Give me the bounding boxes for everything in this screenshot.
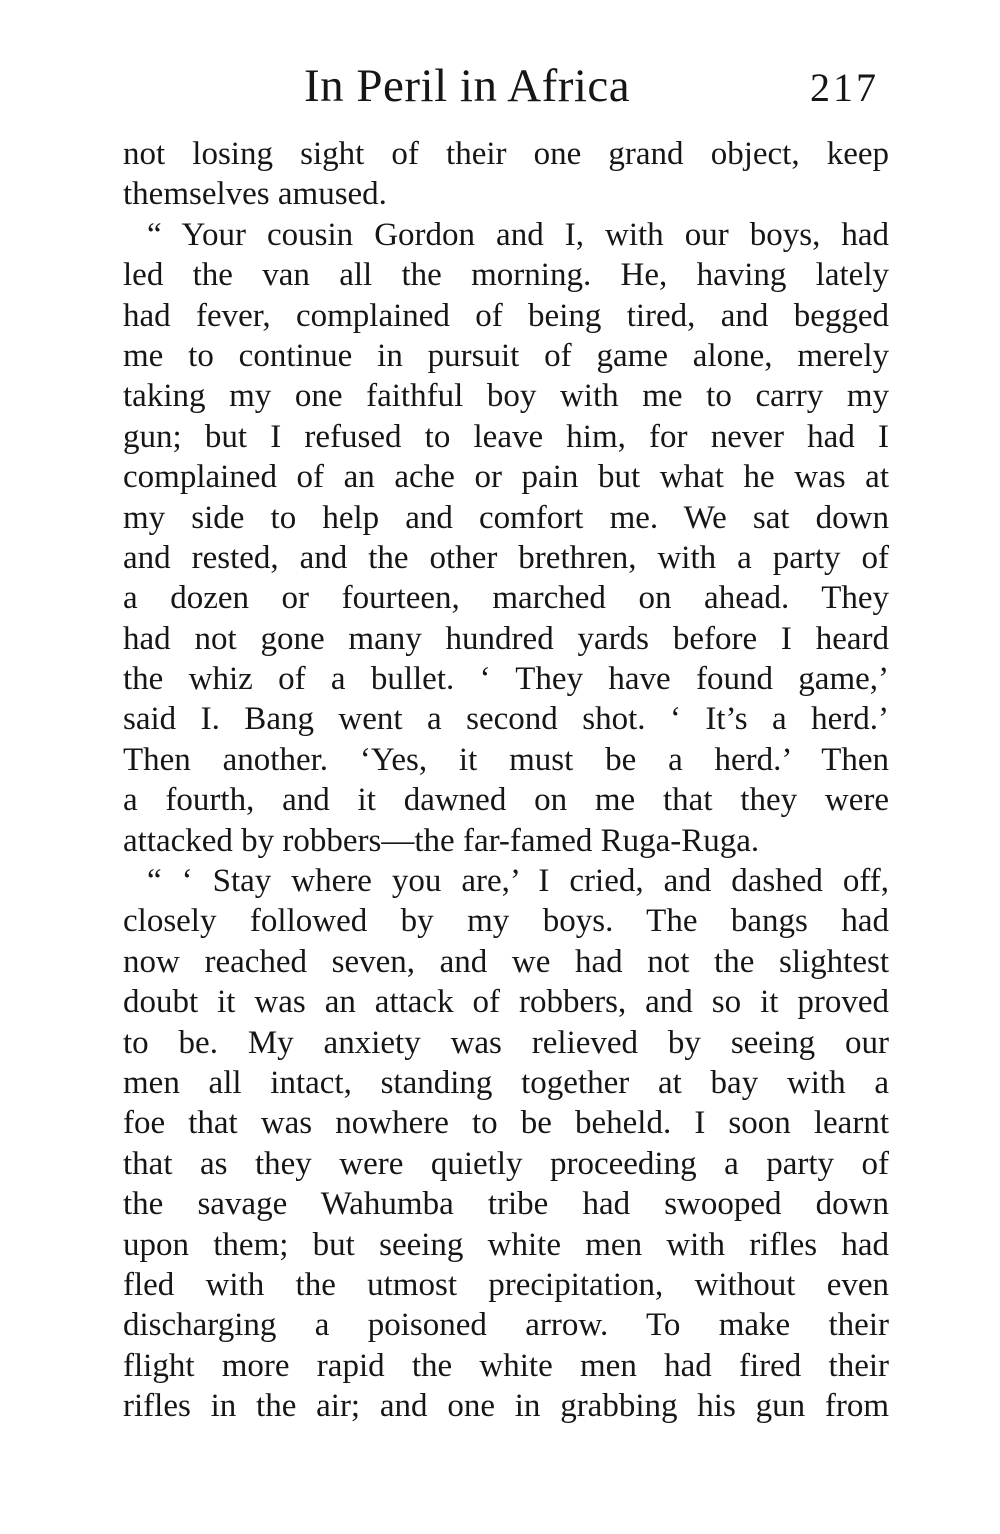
text-line: attacked by robbers—the far-famed Ruga-Ruga. xyxy=(123,822,760,859)
text-line: rifles in the air; and one in grabbing his gun from xyxy=(123,1388,889,1425)
text-line: men all intact, standing together at bay with a xyxy=(123,1064,889,1101)
text-line: gun; but I refused to leave him, for never had I xyxy=(123,418,889,455)
text-line: a fourth, and it dawned on me that they were xyxy=(123,782,889,819)
text-line: now reached seven, and we had not the slightest xyxy=(123,943,889,980)
text-line: flight more rapid the white men had fired their xyxy=(123,1347,889,1384)
page-title: In Peril in Africa xyxy=(304,60,631,112)
body-text xyxy=(123,134,889,1427)
text-line: my side to help and comfort me. We sat down xyxy=(123,499,889,536)
text-line: Then another. ‘Yes, it must be a herd.’ Then xyxy=(123,741,889,778)
text-line: had not gone many hundred yards before I heard xyxy=(123,620,889,657)
text-line: themselves amused. xyxy=(123,176,387,213)
text-line: a dozen or fourteen, marched on ahead. They xyxy=(123,580,889,617)
text-line: said I. Bang went a second shot. ‘ It’s a herd.’ xyxy=(123,701,889,738)
text-line: the whiz of a bullet. ‘ They have found game,’ xyxy=(123,661,889,698)
text-line: led the van all the morning. He, having lately xyxy=(123,257,889,294)
running-head xyxy=(0,56,1000,116)
text-line: foe that was nowhere to be beheld. I soon learnt xyxy=(123,1105,889,1142)
text-line: doubt it was an attack of robbers, and so it proved xyxy=(123,984,889,1021)
text-line: upon them; but seeing white men with rifles had xyxy=(123,1226,889,1263)
text-line: “ Your cousin Gordon and I, with our boys, had xyxy=(147,216,889,253)
text-line: taking my one faithful boy with me to carry my xyxy=(123,378,889,415)
text-line: that as they were quietly proceeding a party of xyxy=(123,1145,889,1182)
text-line: closely followed by my boys. The bangs had xyxy=(123,903,889,940)
text-line: and rested, and the other brethren, with a party of xyxy=(123,539,889,576)
text-line: me to continue in pursuit of game alone, merely xyxy=(123,337,889,374)
text-line: discharging a poisoned arrow. To make their xyxy=(123,1307,889,1344)
text-line: had fever, complained of being tired, and begged xyxy=(123,297,889,334)
page-number: 217 xyxy=(810,65,879,110)
text-line: to be. My anxiety was relieved by seeing our xyxy=(123,1024,889,1061)
text-line: fled with the utmost precipitation, without even xyxy=(123,1266,889,1303)
text-line: complained of an ache or pain but what he was at xyxy=(123,459,889,496)
text-line: not losing sight of their one grand object, keep xyxy=(123,136,889,172)
text-line: “ ‘ Stay where you are,’ I cried, and dashed off, xyxy=(147,863,889,900)
text-line: the savage Wahumba tribe had swooped down xyxy=(123,1186,889,1223)
